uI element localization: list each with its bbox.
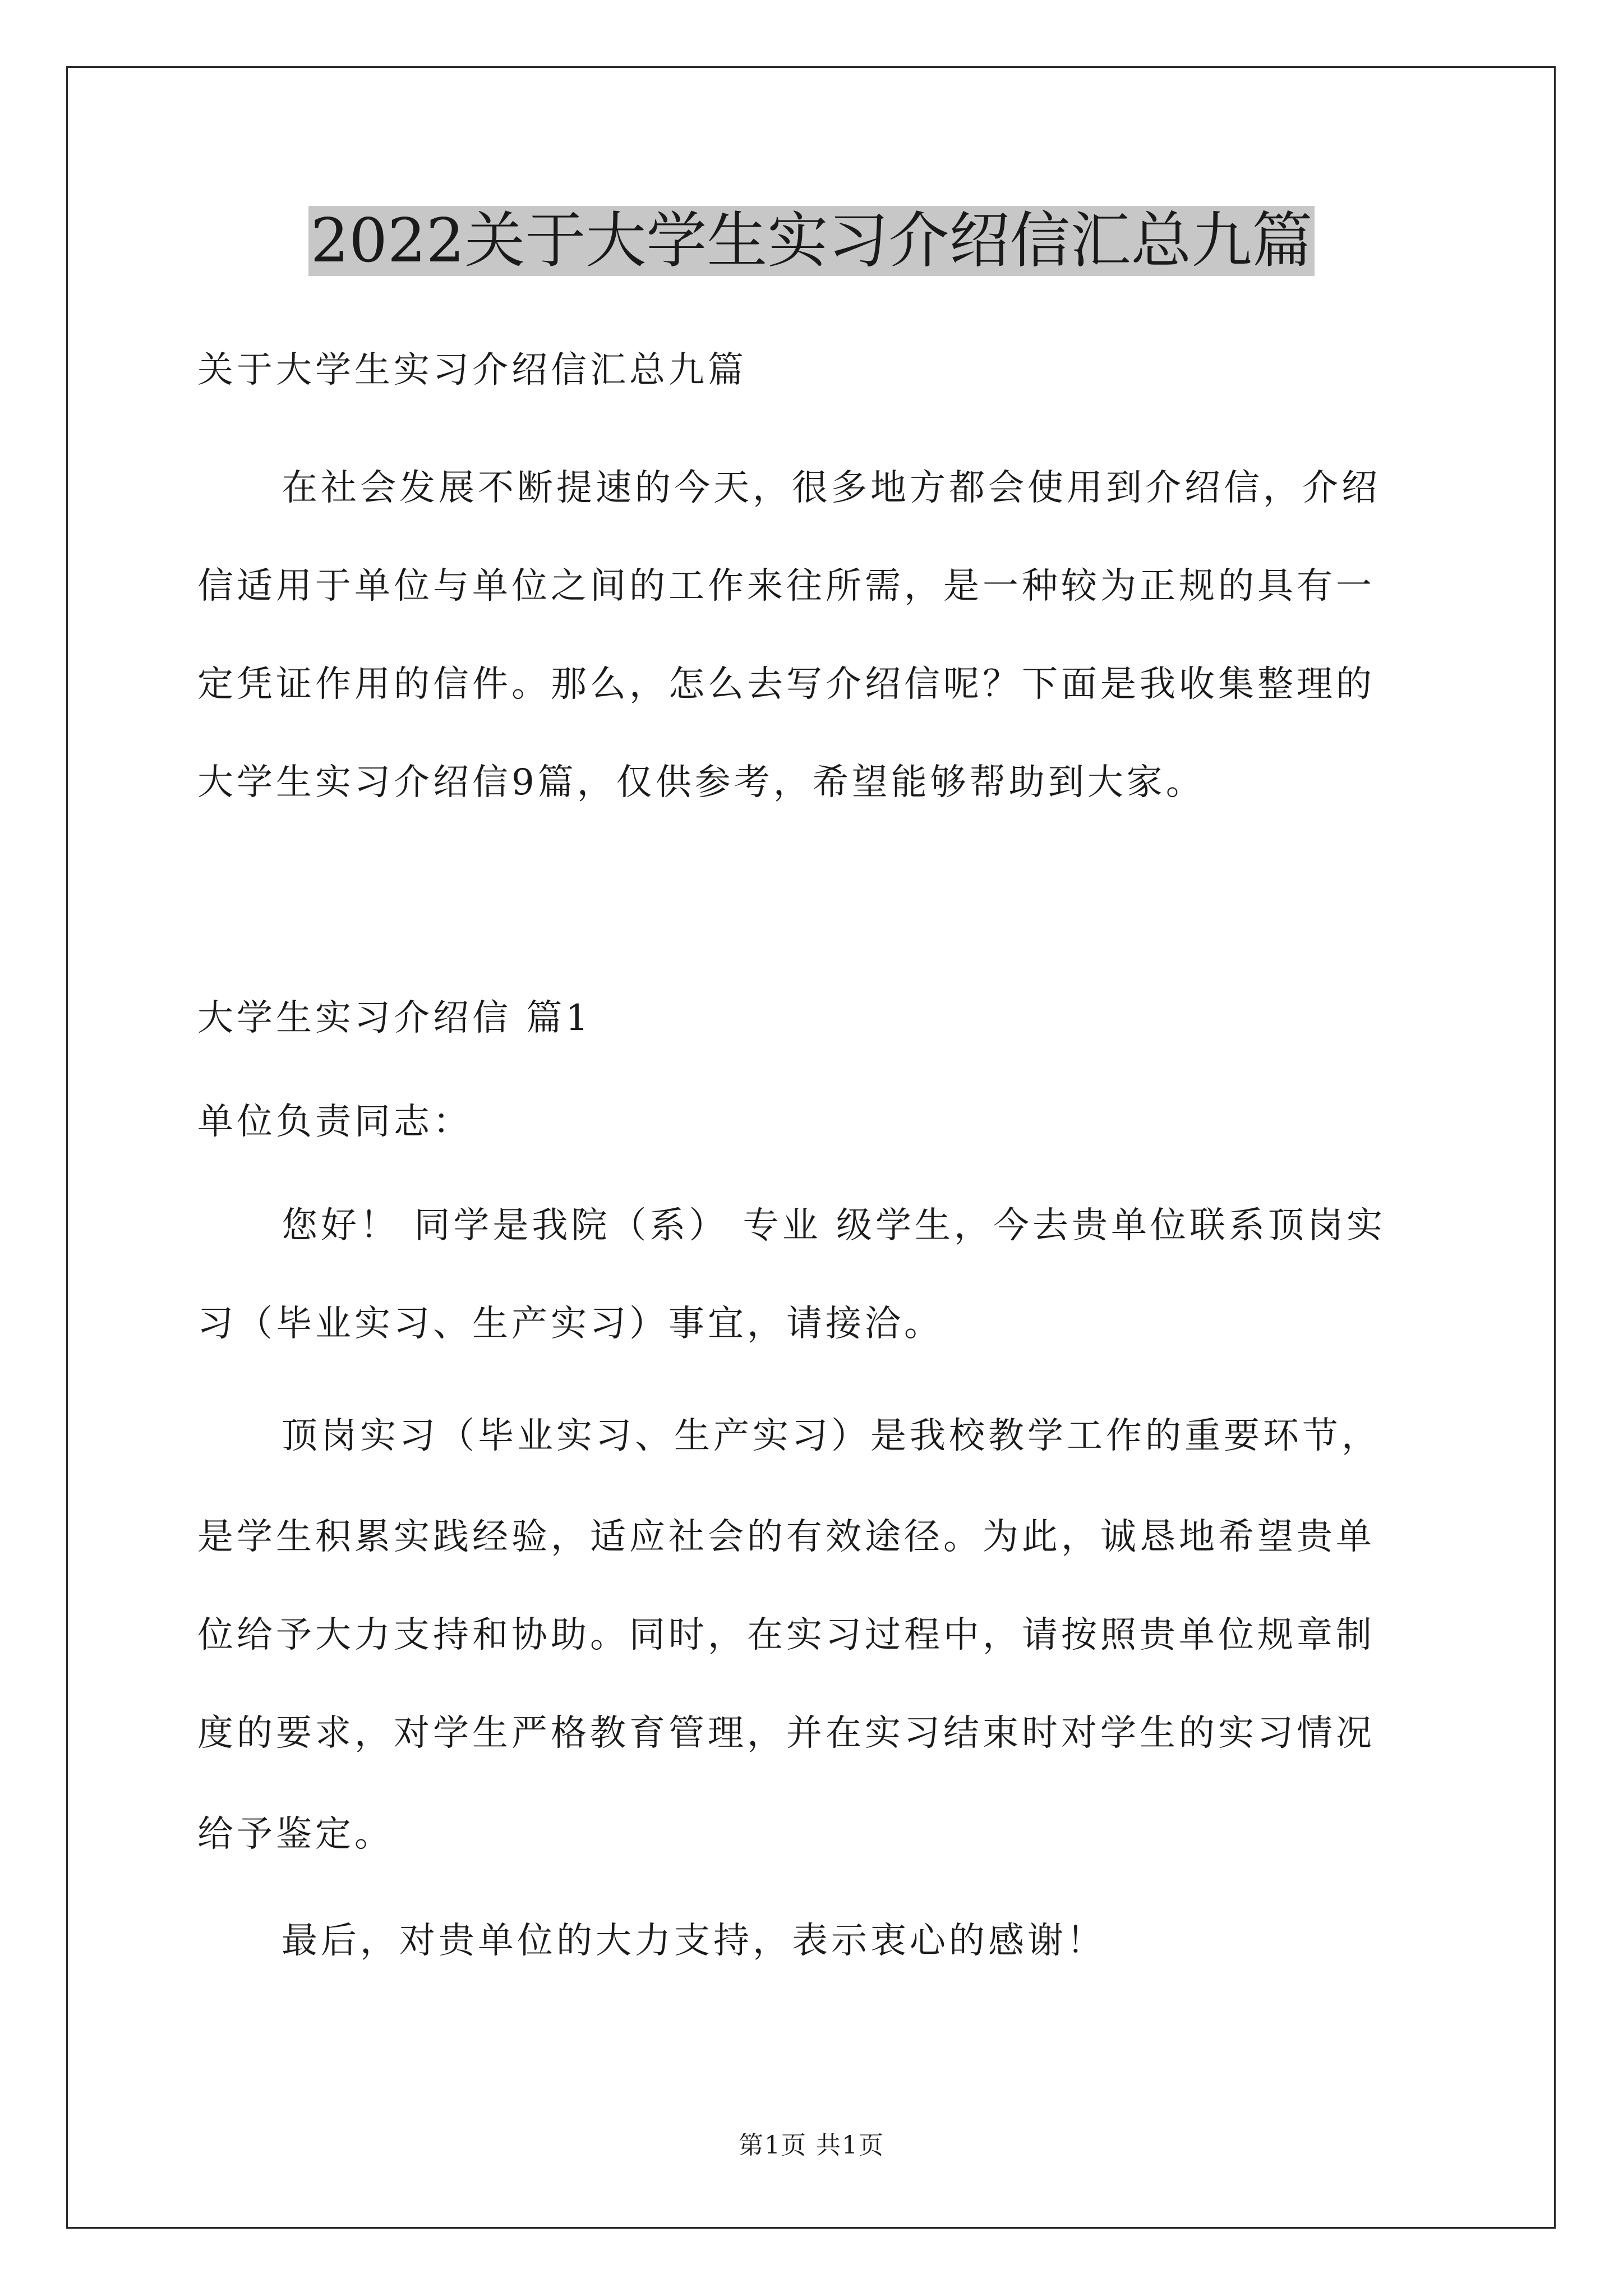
document-title [0,199,1623,283]
paragraph2-line-4: 度的要求，对学生严格教育管理，并在实习结束时对学生的实习情况 [197,1713,1375,1754]
intro-line-1: 在社会发展不断提速的今天，很多地方都会使用到介绍信，介绍 [282,467,1381,509]
intro-line-2: 信适用于单位与单位之间的工作来往所需，是一种较为正规的具有一 [197,565,1375,607]
paragraph2-line-1: 顶岗实习（毕业实习、生产实习）是我校教学工作的重要环节， [282,1415,1381,1457]
document-subtitle: 关于大学生实习介绍信汇总九篇 [197,349,747,391]
paragraph2-line-2: 是学生积累实践经验，适应社会的有效途径。为此，诚恳地希望贵单 [197,1516,1375,1558]
paragraph1-line-1: 您好！ 同学是我院（系） 专业 级学生，今去贵单位联系顶岗实 [282,1205,1386,1246]
paragraph2-line-3: 位给予大力支持和协助。同时，在实习过程中，请按照贵单位规章制 [197,1614,1375,1656]
intro-line-3: 定凭证作用的信件。那么，怎么去写介绍信呢？下面是我收集整理的 [197,664,1375,705]
salutation: 单位负责同志： [197,1101,472,1143]
closing-line: 最后，对贵单位的大力支持，表示衷心的感谢！ [282,1920,1106,1962]
paragraph1-line-2: 习（毕业实习、生产实习）事宜，请接洽。 [197,1303,943,1345]
section-heading: 大学生实习介绍信 篇1 [197,997,592,1039]
intro-line-4: 大学生实习介绍信9篇，仅供参考，希望能够帮助到大家。 [197,762,1205,803]
document-title-text: 2022关于大学生实习介绍信汇总九篇 [308,206,1315,276]
page-footer: 第1页 共1页 [739,2131,884,2160]
paragraph2-line-5: 给予鉴定。 [197,1814,394,1855]
